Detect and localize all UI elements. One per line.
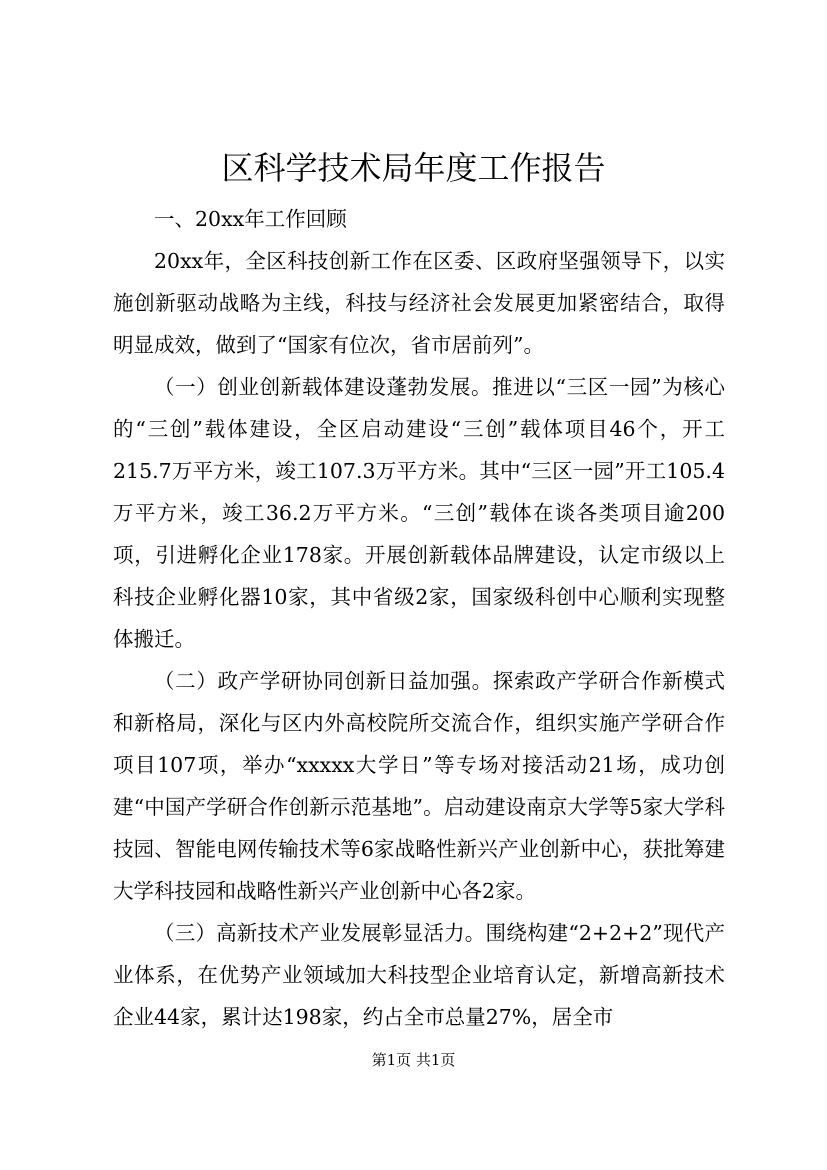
paragraph-1: （一）创业创新载体建设蓬勃发展。推进以“三区一园”为核心的“三创”载体建设，全区启动建设“三创”载体项目46个，开工215.7万平方米，竣工107.3万平方米。其中“三区一园”开工105.4万平方米，竣工36.2万平方米。“三创”载体在谈各类项目逾200项，引进孵化企业178家。开展创新载体品牌建设，认定市级以上科技企业孵化器10家，其中省级2家，国家级科创中心顺利实现整体搬迁。 [113, 375, 725, 651]
document-body [113, 198, 725, 1038]
page-footer: 第1页 共1页 [371, 1051, 456, 1069]
paragraph-intro: 20xx年，全区科技创新工作在区委、区政府坚强领导下，以实施创新驱动战略为主线，科技与经济社会发展更加紧密结合，取得明显成效，做到了“国家有位次，省市居前列”。 [113, 249, 725, 357]
section-heading: 一、20xx年工作回顾 [154, 207, 347, 231]
document-title: 区科学技术局年度工作报告 [221, 149, 606, 187]
paragraph-3: （三）高新技术产业发展彰显活力。围绕构建“2+2+2”现代产业体系，在优势产业领域加大科技型企业培育认定，新增高新技术企业44家，累计达198家，约占全市总量27%，居全市 [113, 921, 725, 1029]
paragraph-2: （二）政产学研协同创新日益加强。探索政产学研合作新模式和新格局，深化与区内外高校院所交流合作，组织实施产学研合作项目107项，举办“xxxxx大学日”等专场对接活动21场，成功创建“中国产学研合作创新示范基地”。启动建设南京大学等5家大学科技园、智能电网传输技术等6家战略性新兴产业创新中心，获批筹建大学科技园和战略性新兴产业创新中心各2家。 [113, 669, 725, 903]
